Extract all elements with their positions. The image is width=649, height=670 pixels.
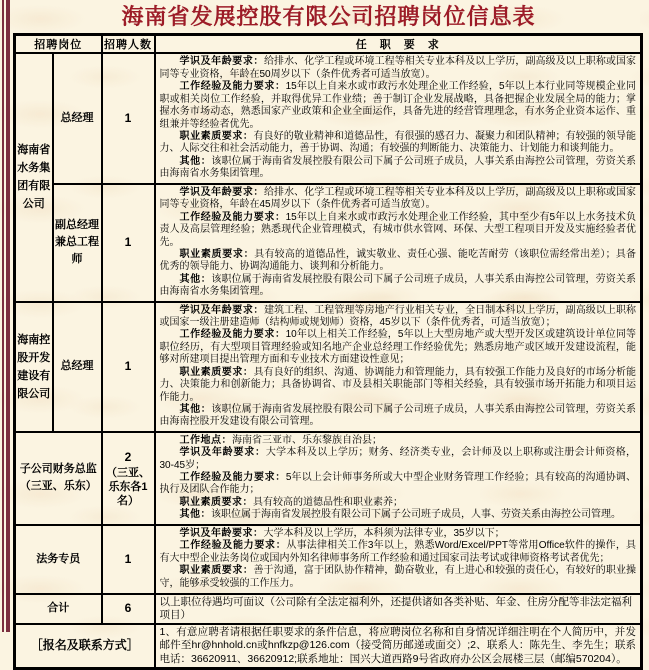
req-label: 工作地点：: [179, 434, 232, 446]
req-label: 职业素质要求：: [179, 130, 254, 142]
req-paragraph: [160, 565, 637, 590]
headcount-cell: 1: [102, 53, 155, 184]
req-label: 职业素质要求：: [179, 496, 253, 508]
req-paragraph: [160, 156, 637, 181]
req-label: 其他：: [179, 155, 212, 167]
req-text: 该职位属于海南省发展控股有限公司下属子公司班子成员，人事关系由海控公司管理，劳资关系由海南控股开发建设有限公司管理。: [159, 403, 637, 428]
header-requirements: 任 职 要 求: [155, 35, 642, 54]
position-cell: 总经理: [53, 302, 102, 432]
req-label: 职业素质要求：: [179, 366, 254, 378]
req-text: 具有较高的道德品性，诚实敬业、责任心强、能吃苦耐劳（该职位需经常出差）；具备优秀的领导能力、协调沟通能力、谈判和分析能力。: [159, 249, 637, 273]
req-text: 有良好的敬业精神和道德品性，有很强的感召力、凝聚力和团队精神；有较强的领导能力、人际交往和社会活动能力，善于协调、沟通；有较强的判断能力、决策能力、计划能力和谈判能力。: [159, 130, 637, 155]
req-label: 工作经验及能力要求：: [179, 540, 287, 552]
req-label: 学识及年龄要求：: [179, 304, 264, 316]
req-label: 其他：: [179, 509, 211, 521]
headcount-cell: 1: [102, 184, 155, 302]
req-text: 给排水、化学工程或环境工程等相关专业本科及以上学历，副高级及以上职称或国家同等专业资格，年龄在50周岁以下（条件优秀者可适当放宽）。: [159, 56, 637, 80]
req-paragraph: [160, 187, 637, 212]
position-cell: 子公司财务总监（三亚、乐东）: [15, 432, 102, 525]
table-row: [15, 184, 642, 302]
req-label: 工作经验及能力要求：: [179, 81, 286, 93]
req-text: 善于沟通，富于团队协作精神，勤奋敬业，有上进心和较强的责任心，有较好的职业操守，能够承受较强的工作压力。: [159, 565, 637, 589]
req-label: 职业素质要求：: [179, 565, 254, 577]
req-label: 学识及年龄要求：: [179, 447, 266, 459]
recruitment-table: [13, 33, 643, 670]
page-title: 海南省发展控股有限公司招聘岗位信息表: [121, 4, 536, 29]
req-paragraph: [160, 81, 637, 131]
headcount-note: （三亚、乐东各1名）: [106, 466, 150, 507]
total-count: 6: [102, 594, 155, 624]
page-left-border-outer: [2, 0, 4, 632]
total-row: [15, 594, 642, 624]
req-text: 5年以上会计师事务所或大中型企业财务管理工作经验；具有较高的沟通协调、执行及团队合作能力；: [159, 471, 637, 496]
req-paragraph: [160, 329, 637, 366]
headcount-cell: [102, 432, 155, 525]
contact-text: 1、有意应聘者请根据任职要求的条件信息，将应聘岗位名称和自身情况详细注明在个人简历中，并发邮件至hr@hnhold.cn或hnfkzp@126.com（接受简历邮递或面交）;2、联系人：陈先生、李先生；联系电话：36620911、36620912;联系地址：国兴大道西路9号省政府办公区会展楼三层（邮编570204）。: [155, 624, 642, 669]
req-paragraph: [160, 131, 637, 156]
req-paragraph: [160, 497, 637, 509]
req-label: 其他：: [179, 273, 212, 285]
req-text: 15年以上自来水或市政污水处理企业工作经验，其中至少有5年以上水务技术负责人及高层管理经验；熟悉现代企业管理模式，有城市供水管网、环保、大型工程项目开发及实施经验者优先。: [159, 211, 636, 248]
req-paragraph: [160, 274, 637, 299]
req-label: 学识及年龄要求：: [179, 187, 264, 198]
req-text: 具有较高的道德品性和职业素养；: [253, 496, 403, 508]
req-text: 该职位属于海南省发展控股有限公司下属子公司班子成员，人事关系由海控公司管理，劳资关系由海南省水务集团管理。: [159, 155, 637, 180]
table-row: [15, 432, 642, 525]
req-text: 15年以上自来水或市政污水处理企业工作经验，5年以上本行业同等规模企业同职或相关岗位工作经验，并取得优异工作业绩；善于制订企业发展战略，具备把握企业发展全局的能力；掌握水务市场动态，熟悉国家产业政策和企业全面运作，具备先进的经营管理理念，有水务企业资本运作、重组兼并等经验者优先。: [159, 81, 636, 130]
headcount-cell: 1: [102, 525, 155, 594]
requirements-cell: [155, 302, 642, 432]
req-paragraph: [160, 540, 637, 565]
requirements-cell: [155, 525, 642, 594]
table-header-row: [15, 35, 642, 54]
total-label: 合计: [15, 594, 102, 624]
req-paragraph: [160, 367, 637, 404]
header-count: 招聘人数: [102, 35, 155, 54]
headcount-cell: 1: [102, 302, 155, 432]
position-cell: 总经理: [53, 53, 102, 184]
req-text: 从事法律相关工作3年以上，熟悉Word/Excel/PPT等常用Office软件的操作，具有大中型企业法务岗位或国内外知名律师事务所工作经验和通过国家司法考试或律师资格考试者优先；: [159, 540, 637, 564]
req-text: 大学本科及以上学历，本科须为法律专业，35岁以下；: [263, 528, 505, 540]
req-paragraph: [160, 305, 637, 330]
req-paragraph: [160, 472, 637, 497]
table-row: [15, 302, 642, 432]
req-text: 该职位属于海南省发展控股有限公司下属子公司班子成员，人事关系由海控公司管理，劳资关系由海南省水务集团管理。: [159, 273, 637, 298]
req-text: 具有良好的组织、沟通、协调能力和管理能力，具有较强工作能力及良好的市场分析能力、决策能力和创新能力；具备协调省、市及县相关职能部门等相关经验，具有较强市场开拓能力和项目运作能力。: [159, 366, 637, 403]
req-paragraph: [160, 56, 637, 81]
req-text: 给排水、化学工程或环境工程等相关专业本科及以上学历，副高级及以上职称或国家同等专业资格，年龄在45周岁以下（条件优秀者可适当放宽）。: [159, 187, 637, 211]
table-row: [15, 53, 642, 184]
req-label: 学识及年龄要求：: [179, 56, 264, 68]
requirements-cell: [155, 184, 642, 302]
req-label: 学识及年龄要求：: [179, 528, 264, 540]
req-label: 职业素质要求：: [179, 249, 255, 261]
req-text: 建筑工程、工程管理等房地产行业相关专业，全日制本科以上学历，副高级以上职称或国家一级注册建造师（结构师或规划师）资格，45岁以下（条件优秀者，可适当放宽）；: [159, 304, 637, 329]
req-paragraph: [160, 404, 637, 429]
req-text: 大学本科及以上学历；财务、经济类专业，会计师及以上职称或注册会计师资格，30-45岁；: [159, 447, 637, 471]
req-label: 其他：: [179, 403, 212, 415]
req-paragraph: [160, 249, 637, 274]
contact-label: ［报名及联系方式］: [15, 624, 155, 669]
headcount-value: 2: [124, 449, 132, 464]
group-cell-development-co: 海南控股开发建设有限公司: [15, 302, 53, 432]
req-text: 海南省三亚市、乐东黎族自治县；: [232, 434, 382, 446]
requirements-cell: [155, 53, 642, 184]
req-text: 该职位属于海南省发展控股有限公司下属子公司班子成员，人事、劳资关系由海控公司管理。: [211, 509, 621, 521]
page-left-border-inner: [6, 0, 10, 632]
position-cell: 法务专员: [15, 525, 102, 594]
req-paragraph: [160, 528, 637, 540]
req-paragraph: [160, 435, 637, 447]
header-position: 招聘岗位: [15, 35, 102, 54]
req-paragraph: [160, 447, 637, 472]
req-paragraph: [160, 212, 637, 249]
requirements-cell: [155, 432, 642, 525]
contact-row: [15, 624, 642, 669]
req-label: 工作经验及能力要求：: [179, 471, 286, 483]
position-cell: 副总经理兼总工程师: [53, 184, 102, 302]
req-text: 10年以上相关工作经验，5年以上大型房地产或大型开发区或建筑设计单位同等职位经历，有大型项目管理经验或知名地产企业总经理工作经验优先；熟悉房地产或区域开发建设流程，能够对所建项目提出管理方面和专业技术方面建设性意见；: [159, 329, 636, 366]
table-row: [15, 525, 642, 594]
group-cell-water-group: 海南省水务集团有限公司: [15, 53, 53, 302]
total-note: 以上职位待遇均可面议（公司除有全法定福利外，还提供诸如各类补贴、年金、住房分配等非法定福利项目）: [155, 594, 642, 624]
req-label: 工作经验及能力要求：: [179, 211, 286, 223]
req-label: 工作经验及能力要求：: [179, 329, 286, 341]
req-paragraph: [160, 509, 637, 521]
